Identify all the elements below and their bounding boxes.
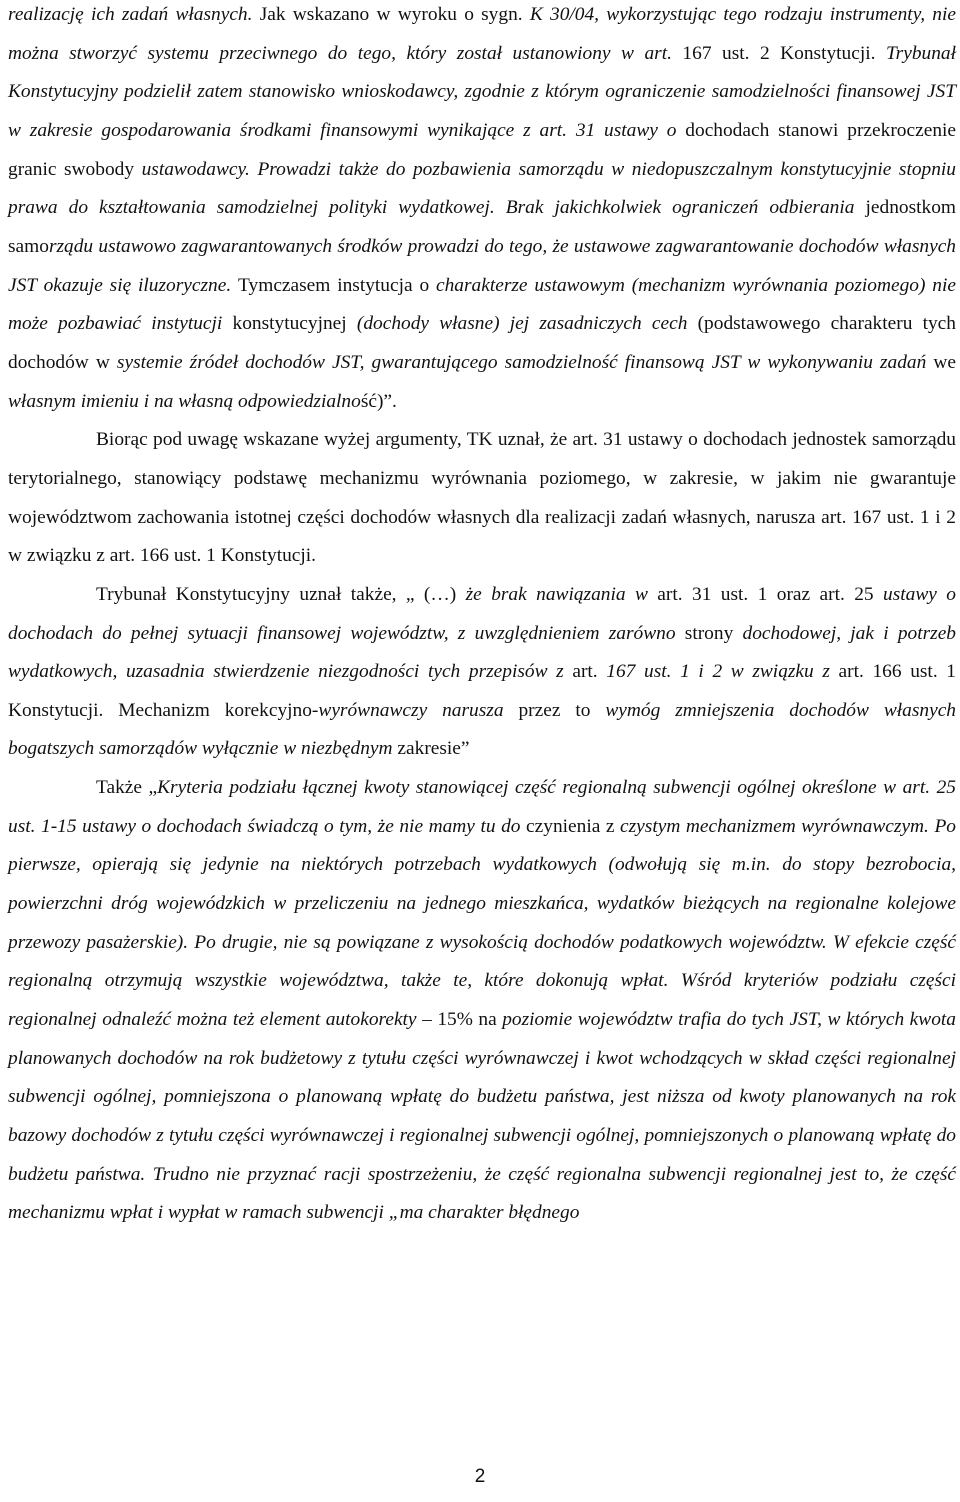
italic-text-run: ustawodawcy. Prowadzi także do pozbawienia samorządu w niedopuszczalnym konstytucyjnie stopniu prawa do kształtowania samodzielnej polityki wydatkowej. Brak jakichkolwiek ograniczeń odbierania (8, 158, 957, 219)
text-run: zakresie” (397, 738, 470, 760)
text-run: dochodach stanowi przekroczenie granic swobody (8, 119, 957, 180)
text-run: 167 ust. 2 Konstytucji. (682, 42, 886, 64)
text-run: czynienia z (526, 815, 621, 837)
italic-text-run: ustawy o dochodach do pełnej sytuacji finansowej województw, z uwzględnieniem zarówno (8, 583, 956, 644)
text-run: przez to (518, 699, 606, 721)
text-run: Także „ (96, 777, 158, 799)
italic-text-run: rządu ustawowo zagwarantowanych środków prowadzi do tego, że ustawowe zagwarantowanie dochodów własnych JST okazuje się iluzoryczne. (8, 235, 956, 296)
italic-text-run: wyrównawczy narusza (318, 699, 519, 721)
text-run: Trybunał Konstytucyjny uznał także, „ (…) (96, 583, 466, 605)
italic-text-run: czystym mechanizmem wyrównawczym. Po pierwsze, opierają się jedynie na niektórych potrzebach wydatkowych (odwołują się m.in. do stopy bezrobocia, powierzchni dróg wojewódzkich w przeliczeniu na jednego mieszkańca, wydatków bieżących na regionalne kolejowe przewozy pasażerskie). Po drugie, nie są powiązane z wysokością dochodów podatkowych województw. W efekcie część regionalną otrzymują wszystkie województwa, także te, które dokonują wpłat. Wśród kryteriów podziału części regionalnej odnaleźć można też element autokorekty – (8, 815, 956, 1031)
italic-text-run: charakterze ustawowym (mechanizm wyrównania poziomego) nie może pozbawiać instytucji (8, 274, 956, 335)
text-run: konstytucyjnej (232, 313, 357, 335)
text-run: art. 31 ust. 1 oraz art. 25 (657, 583, 884, 605)
italic-text-run: realizację ich zadań własnych. (8, 4, 260, 25)
italic-text-run: wymóg zmniejszenia dochodów własnych bogatszych samorządów wyłącznie w niezbędnym (8, 699, 957, 760)
text-run: ść)”. (360, 390, 397, 412)
paragraph (8, 0, 956, 421)
text-run: strony (684, 622, 743, 644)
italic-text-run: systemie źródeł dochodów JST, gwarantującego samodzielność finansową JST w wykonywaniu zadań (116, 351, 934, 373)
body-text (8, 0, 956, 1233)
text-run: Tymczasem instytucja o (238, 274, 436, 296)
italic-text-run: że brak nawiązania w (465, 583, 658, 605)
italic-text-run: Trybunał Konstytucyjny podzielił zatem stanowisko wnioskodawcy, zgodnie z którym ograniczenie samodzielności finansowej JST w zakresie gospodarowania środkami finansowymi wynikające z art. 31 ustawy o (8, 42, 957, 141)
page-number: 2 (474, 1466, 486, 1487)
text-run: 15% na (437, 1009, 503, 1031)
italic-text-run: Kryteria podziału łącznej kwoty stanowiącej część regionalną subwencji ogólnej określone w art. 25 ust. 1-15 ustawy o dochodach świadczą o tym, że nie mamy tu do (8, 777, 956, 837)
text-run: Jak wskazano w wyroku o sygn. (259, 4, 530, 25)
italic-text-run: K 30/04, wykorzystując tego rodzaju instrumenty, nie można stworzyć systemu przeciwnego do tego, który został ustanowiony w art. (8, 4, 956, 64)
italic-text-run: poziomie województw trafia do tych JST, w których kwota planowanych dochodów na rok budżetowy z tytułu części wyrównawczej i kwot wchodzących w skład części regionalnej subwencji ogólnej, pomniejszona o planowaną wpłatę do budżetu państwa, jest niższa od kwoty planowanych na rok bazowy dochodów z tytułu części wyrównawczej i regionalnej subwencji ogólnej, pomniejszonych o planowaną wpłatę do budżetu państwa. Trudno nie przyznać racji spostrzeżeniu, że część regionalna subwencji regionalnej jest to, że część mechanizmu wpłat i wypłat w ramach subwencji „ma charakter błędnego (8, 1009, 956, 1224)
text-run: Biorąc pod uwagę wskazane wyżej argumenty, TK uznał, że art. 31 ustawy o dochodach jednostek samorządu terytorialnego, stanowiący podstawę mechanizmu wyrównania poziomego, w zakresie, w jakim nie gwarantuje województwom zachowania istotnej części dochodów własnych dla realizacji zadań własnych, narusza art. 167 ust. 1 i 2 w związku z art. 166 ust. 1 Konstytucji. (8, 429, 956, 567)
italic-text-run: 167 ust. 1 i 2 w związku z (606, 661, 839, 683)
text-run: art. (572, 661, 607, 683)
paragraph (8, 576, 956, 769)
text-run: art. 166 ust. 1 Konstytucji. Mechanizm korekcyjno- (8, 661, 956, 721)
text-run: we (933, 351, 957, 373)
text-run: jednostkom samo (8, 197, 956, 257)
italic-text-run: dochodowej, jak i potrzeb wydatkowych, uzasadnia stwierdzenie niezgodności tych przepisów z (8, 622, 956, 683)
italic-text-run: własnym imieniu i na własną odpowiedzialno (8, 390, 361, 412)
paragraph (8, 421, 956, 576)
paragraph (8, 769, 956, 1233)
italic-text-run: (dochody własne) jej zasadniczych cech (356, 313, 698, 335)
text-run: (podstawowego charakteru tych dochodów w (8, 313, 956, 373)
